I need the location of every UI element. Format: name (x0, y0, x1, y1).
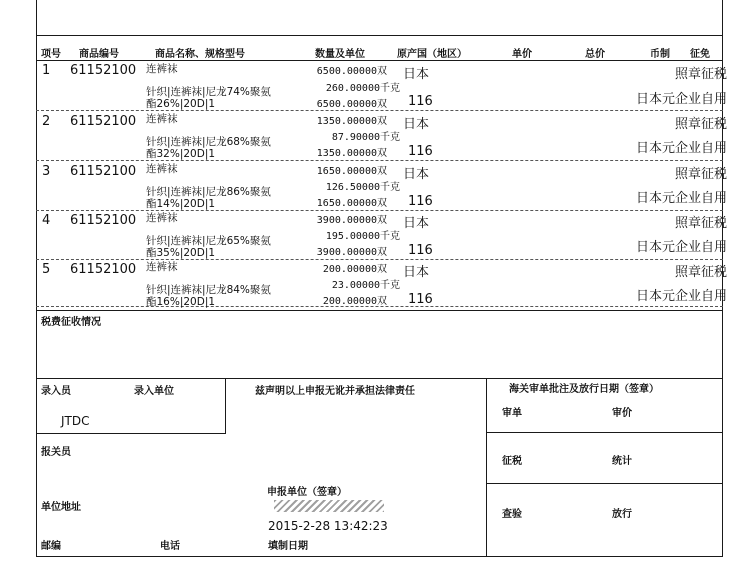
item-remark: 日本元企业自用 (636, 289, 728, 304)
redacted-signature (274, 500, 384, 512)
header-quantity-unit: 数量及单位 (315, 49, 365, 60)
header-bottom-line (36, 60, 723, 61)
item-code: 61152100 (70, 114, 137, 129)
item-levy: 照章征税 (675, 216, 728, 231)
divider-entry-row (36, 433, 226, 434)
item-qty-3: 1350.00000双 (316, 148, 387, 159)
header-currency: 币制 (650, 49, 670, 60)
item-qty-2: 87.90000千克 (331, 132, 400, 143)
statistics-label: 统计 (612, 456, 632, 467)
item-levy: 照章征税 (675, 117, 728, 132)
item-country: 日本 (403, 117, 430, 132)
item-qty-3: 1650.00000双 (316, 198, 387, 209)
item-spec-2: 酯35%|20D|1 (146, 247, 216, 259)
item-qty-1: 1650.00000双 (316, 166, 387, 177)
header-levy: 征免 (690, 49, 710, 60)
header-commodity-code: 商品编号 (79, 49, 119, 60)
entry-top-line (36, 378, 723, 379)
customs-title: 海关审单批注及放行日期（签章） (509, 384, 659, 395)
inspection-label: 查验 (502, 509, 522, 520)
item-country: 日本 (403, 167, 430, 182)
bottom-border (36, 556, 723, 557)
item-name: 连裤袜 (146, 261, 178, 273)
item-qty-1: 200.00000双 (322, 264, 387, 275)
item-no: 3 (42, 164, 51, 179)
item-no: 2 (42, 114, 51, 129)
item-spec-1: 针织|连裤袜|尼龙86%聚氨 (146, 186, 271, 198)
item-no: 5 (42, 262, 51, 277)
item-spec-1: 针织|连裤袜|尼龙84%聚氨 (146, 284, 271, 296)
item-country: 日本 (403, 67, 430, 82)
item-country: 日本 (403, 216, 430, 231)
item-currency-code: 116 (408, 94, 433, 109)
header-commodity-name: 商品名称、规格型号 (155, 49, 245, 60)
entry-unit-value: JTDC (61, 414, 90, 428)
header-item-no: 项号 (41, 49, 61, 60)
item-qty-1: 6500.00000双 (316, 66, 387, 77)
item-currency-code: 116 (408, 292, 433, 307)
price-review-label: 审价 (612, 408, 632, 419)
item-qty-3: 3900.00000双 (316, 247, 387, 258)
entry-person-label: 录入员 (41, 386, 71, 397)
review-label: 审单 (502, 408, 522, 419)
postcode-label: 邮编 (41, 541, 61, 552)
declaring-unit-label: 申报单位（签章） (267, 487, 347, 498)
item-code: 61152100 (70, 262, 137, 277)
item-code: 61152100 (70, 63, 137, 78)
item-code: 61152100 (70, 213, 137, 228)
item-qty-2: 126.50000千克 (325, 182, 400, 193)
item-name: 连裤袜 (146, 163, 178, 175)
item-currency-code: 116 (408, 194, 433, 209)
item-spec-1: 针织|连裤袜|尼龙68%聚氨 (146, 136, 271, 148)
entry-unit-label: 录入单位 (134, 386, 174, 397)
item-code: 61152100 (70, 164, 137, 179)
divider-customs-2 (486, 483, 723, 484)
item-qty-3: 200.00000双 (322, 296, 387, 307)
item-no: 1 (42, 63, 51, 78)
item-qty-2: 23.00000千克 (331, 280, 400, 291)
item-levy: 照章征税 (675, 265, 728, 280)
item-remark: 日本元企业自用 (636, 191, 728, 206)
tax-top-line (36, 310, 723, 311)
item-qty-1: 3900.00000双 (316, 215, 387, 226)
item-currency-code: 116 (408, 243, 433, 258)
fill-date-value: 2015-2-28 13:42:23 (268, 519, 388, 533)
release-label: 放行 (612, 509, 632, 520)
declaration-statement: 兹声明以上申报无讹并承担法律责任 (255, 386, 415, 397)
item-no: 4 (42, 213, 51, 228)
item-spec-2: 酯32%|20D|1 (146, 148, 216, 160)
unit-address-label: 单位地址 (41, 502, 81, 513)
item-remark: 日本元企业自用 (636, 240, 728, 255)
item-remark: 日本元企业自用 (636, 141, 728, 156)
divider-entry-left (225, 378, 226, 433)
item-name: 连裤袜 (146, 212, 178, 224)
item-separator (36, 110, 723, 111)
levy-label: 征税 (502, 456, 522, 467)
phone-label: 电话 (160, 541, 180, 552)
frame-left-top (36, 0, 37, 35)
frame-right-top (722, 0, 723, 35)
item-spec-2: 酯26%|20D|1 (146, 98, 216, 110)
item-separator (36, 160, 723, 161)
item-levy: 照章征税 (675, 67, 728, 82)
item-spec-2: 酯14%|20D|1 (146, 198, 216, 210)
divider-customs-1 (486, 432, 723, 433)
fill-date-label: 填制日期 (268, 541, 308, 552)
header-unit-price: 单价 (512, 49, 532, 60)
broker-label: 报关员 (41, 447, 71, 458)
item-qty-2: 260.00000千克 (325, 83, 400, 94)
divider-customs (486, 378, 487, 556)
item-qty-1: 1350.00000双 (316, 116, 387, 127)
frame-left (36, 35, 37, 556)
item-qty-2: 195.00000千克 (325, 231, 400, 242)
item-name: 连裤袜 (146, 63, 178, 75)
item-currency-code: 116 (408, 144, 433, 159)
header-origin-country: 原产国（地区） (397, 49, 467, 60)
item-qty-3: 6500.00000双 (316, 99, 387, 110)
item-spec-1: 针织|连裤袜|尼龙65%聚氨 (146, 235, 271, 247)
item-levy: 照章征税 (675, 167, 728, 182)
item-name: 连裤袜 (146, 113, 178, 125)
top-border (36, 35, 723, 36)
item-country: 日本 (403, 265, 430, 280)
item-spec-1: 针织|连裤袜|尼龙74%聚氨 (146, 86, 271, 98)
header-total-price: 总价 (585, 49, 605, 60)
item-remark: 日本元企业自用 (636, 92, 728, 107)
item-spec-2: 酯16%|20D|1 (146, 296, 216, 308)
tax-section-label: 税费征收情况 (41, 317, 101, 328)
